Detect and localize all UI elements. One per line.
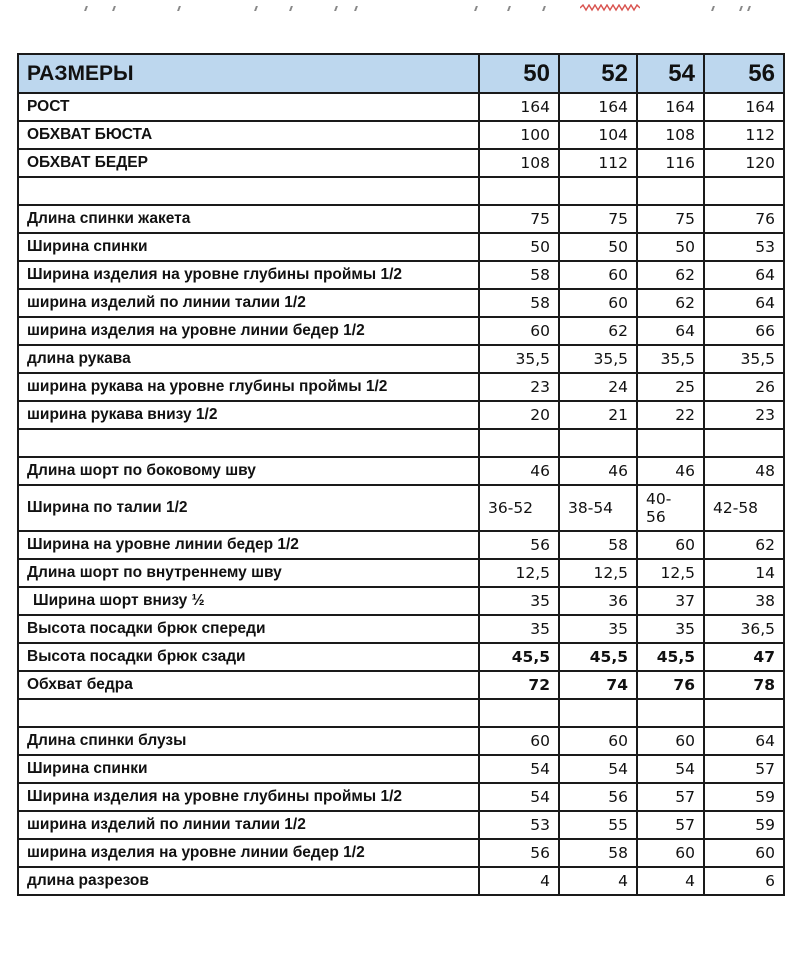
cell-size-56: 48 [704,457,784,485]
cell-size-56: 36,5 [704,615,784,643]
table-row [18,727,784,755]
cell-size-56: 60 [704,839,784,867]
cell-size-52: 60 [559,289,637,317]
cell-size-50: 12,5 [479,559,559,587]
cell-size-54: 37 [637,587,704,615]
cell-size-56: 112 [704,121,784,149]
cell-size-52: 24 [559,373,637,401]
cell-size-50: 46 [479,457,559,485]
cell-size-54: 12,5 [637,559,704,587]
cell-size-52: 4 [559,867,637,895]
row-label: Ширина шорт внизу ½ [18,587,479,615]
cell-size-50: 54 [479,783,559,811]
size-chart-table [17,53,785,896]
cell-size-54: 76 [637,671,704,699]
row-label: Ширина изделия на уровне глубины проймы 1/2 [18,261,479,289]
cell-size-50: 164 [479,93,559,121]
cell-size-54: 60 [637,727,704,755]
cell-size-56: 64 [704,261,784,289]
cell-size-54 [637,429,704,457]
table-row [18,233,784,261]
row-label [18,177,479,205]
table-row [18,261,784,289]
table-row [18,457,784,485]
stray-mark [177,6,181,11]
cell-size-52: 112 [559,149,637,177]
cell-size-54: 35,5 [637,345,704,373]
table-row [18,587,784,615]
cell-size-50: 35 [479,615,559,643]
cell-size-56: 66 [704,317,784,345]
cell-size-54: 54 [637,755,704,783]
cell-size-56: 14 [704,559,784,587]
cell-size-52: 35 [559,615,637,643]
cell-size-54: 164 [637,93,704,121]
header-size-56: 56 [704,54,784,93]
cell-size-54 [637,699,704,727]
table-row [18,615,784,643]
cell-size-52: 38-54 [559,485,637,531]
cell-size-50: 108 [479,149,559,177]
row-label: ОБХВАТ БЮСТА [18,121,479,149]
table-row [18,149,784,177]
cell-size-50: 56 [479,839,559,867]
stray-mark [354,6,358,11]
spacer-row [18,699,784,727]
cell-size-50: 35 [479,587,559,615]
cell-size-54: 64 [637,317,704,345]
cell-size-54: 75 [637,205,704,233]
stray-mark [112,6,116,11]
cell-size-56: 76 [704,205,784,233]
cell-size-56: 64 [704,727,784,755]
cell-size-52: 62 [559,317,637,345]
cell-size-52: 56 [559,783,637,811]
cell-size-50: 35,5 [479,345,559,373]
cell-size-50: 75 [479,205,559,233]
header-size-50: 50 [479,54,559,93]
cell-size-52: 54 [559,755,637,783]
row-label: Высота посадки брюк сзади [18,643,479,671]
cell-size-56 [704,699,784,727]
row-label: Обхват бедра [18,671,479,699]
cell-size-54: 116 [637,149,704,177]
cell-size-50: 45,5 [479,643,559,671]
cell-size-56: 35,5 [704,345,784,373]
row-label: Длина шорт по внутреннему шву [18,559,479,587]
table-row [18,289,784,317]
cell-size-52: 35,5 [559,345,637,373]
row-label: ширина изделий по линии талии 1/2 [18,289,479,317]
table-row [18,93,784,121]
cell-size-50: 58 [479,261,559,289]
cell-size-54: 60 [637,839,704,867]
cell-size-54: 50 [637,233,704,261]
cell-size-54: 57 [637,783,704,811]
table-row [18,559,784,587]
cell-size-54: 22 [637,401,704,429]
stray-mark [84,6,88,11]
cell-size-52: 74 [559,671,637,699]
cell-size-52: 50 [559,233,637,261]
table-row [18,867,784,895]
table-row [18,485,784,531]
stray-mark [507,6,511,11]
cell-size-52: 21 [559,401,637,429]
table-row [18,345,784,373]
cell-size-52: 58 [559,839,637,867]
spacer-row [18,429,784,457]
row-label: ширина рукава внизу 1/2 [18,401,479,429]
cell-size-50: 58 [479,289,559,317]
stray-mark [711,6,715,11]
table-row [18,373,784,401]
cell-size-56: 78 [704,671,784,699]
cell-size-50: 53 [479,811,559,839]
cell-size-52 [559,177,637,205]
cell-size-52: 75 [559,205,637,233]
cell-size-52: 104 [559,121,637,149]
cell-size-54: 60 [637,531,704,559]
row-label: Ширина изделия на уровне глубины проймы 1/2 [18,783,479,811]
cell-size-56: 59 [704,783,784,811]
stray-mark [334,6,338,11]
cell-size-56: 6 [704,867,784,895]
row-label: ширина изделия на уровне линии бедер 1/2 [18,839,479,867]
cell-size-50: 56 [479,531,559,559]
table-row [18,839,784,867]
table-row [18,783,784,811]
cell-size-56: 26 [704,373,784,401]
cell-size-50 [479,429,559,457]
header-label: РАЗМЕРЫ [18,54,479,93]
stray-mark [747,6,751,11]
cell-size-52: 12,5 [559,559,637,587]
table-row [18,811,784,839]
spacer-row [18,177,784,205]
cell-size-56 [704,429,784,457]
row-label: ОБХВАТ БЕДЕР [18,149,479,177]
table-row [18,401,784,429]
cell-size-52: 58 [559,531,637,559]
row-label: ширина изделия на уровне линии бедер 1/2 [18,317,479,345]
cell-size-54 [637,177,704,205]
cell-size-50: 36-52 [479,485,559,531]
stray-mark [474,6,478,11]
row-label: Длина шорт по боковому шву [18,457,479,485]
cell-size-52: 164 [559,93,637,121]
table-row [18,121,784,149]
cell-size-50: 50 [479,233,559,261]
cell-size-54: 62 [637,261,704,289]
cell-size-56: 47 [704,643,784,671]
cell-size-56: 57 [704,755,784,783]
cell-size-56: 164 [704,93,784,121]
stray-mark [739,6,743,11]
cell-size-54: 62 [637,289,704,317]
stray-mark [542,6,546,11]
cell-size-50: 72 [479,671,559,699]
row-label: Ширина спинки [18,233,479,261]
cell-size-54: 108 [637,121,704,149]
row-label: ширина рукава на уровне глубины проймы 1/2 [18,373,479,401]
cell-size-50 [479,177,559,205]
cell-size-50: 23 [479,373,559,401]
header-size-52: 52 [559,54,637,93]
table-row [18,317,784,345]
cell-size-54: 25 [637,373,704,401]
cell-size-54: 57 [637,811,704,839]
cell-size-50: 60 [479,727,559,755]
cell-size-56: 59 [704,811,784,839]
cell-size-54: 40- 56 [637,485,704,531]
stray-mark [289,6,293,11]
cell-size-50: 60 [479,317,559,345]
header-size-54: 54 [637,54,704,93]
row-label: Длина спинки блузы [18,727,479,755]
cell-size-50: 100 [479,121,559,149]
row-label: Ширина спинки [18,755,479,783]
cell-size-52: 45,5 [559,643,637,671]
cell-size-56: 53 [704,233,784,261]
spellcheck-underline [580,4,640,12]
cell-size-52: 46 [559,457,637,485]
row-label: Длина спинки жакета [18,205,479,233]
row-label: Ширина по талии 1/2 [18,485,479,531]
row-label: Ширина на уровне линии бедер 1/2 [18,531,479,559]
cell-size-52: 55 [559,811,637,839]
cell-size-56: 38 [704,587,784,615]
cell-size-54: 46 [637,457,704,485]
cell-size-56 [704,177,784,205]
table-row [18,755,784,783]
table-row [18,531,784,559]
cell-size-50: 20 [479,401,559,429]
cell-size-52: 60 [559,261,637,289]
table-row [18,205,784,233]
row-label: длина разрезов [18,867,479,895]
row-label [18,429,479,457]
cell-size-50: 4 [479,867,559,895]
cell-size-54: 45,5 [637,643,704,671]
cell-size-56: 62 [704,531,784,559]
header-row [18,54,784,93]
cell-size-50 [479,699,559,727]
stray-mark [254,6,258,11]
cell-size-54: 4 [637,867,704,895]
cell-size-52: 36 [559,587,637,615]
cell-size-52 [559,699,637,727]
row-label: Высота посадки брюк спереди [18,615,479,643]
row-label [18,699,479,727]
cell-size-52: 60 [559,727,637,755]
cell-size-50: 54 [479,755,559,783]
cell-size-56: 42-58 [704,485,784,531]
cell-size-56: 23 [704,401,784,429]
cell-size-52 [559,429,637,457]
table-row [18,671,784,699]
table-row [18,643,784,671]
row-label: ширина изделий по линии талии 1/2 [18,811,479,839]
cell-size-56: 64 [704,289,784,317]
row-label: длина рукава [18,345,479,373]
cropped-text-line [0,0,800,30]
row-label: РОСТ [18,93,479,121]
cell-size-54: 35 [637,615,704,643]
cell-size-56: 120 [704,149,784,177]
